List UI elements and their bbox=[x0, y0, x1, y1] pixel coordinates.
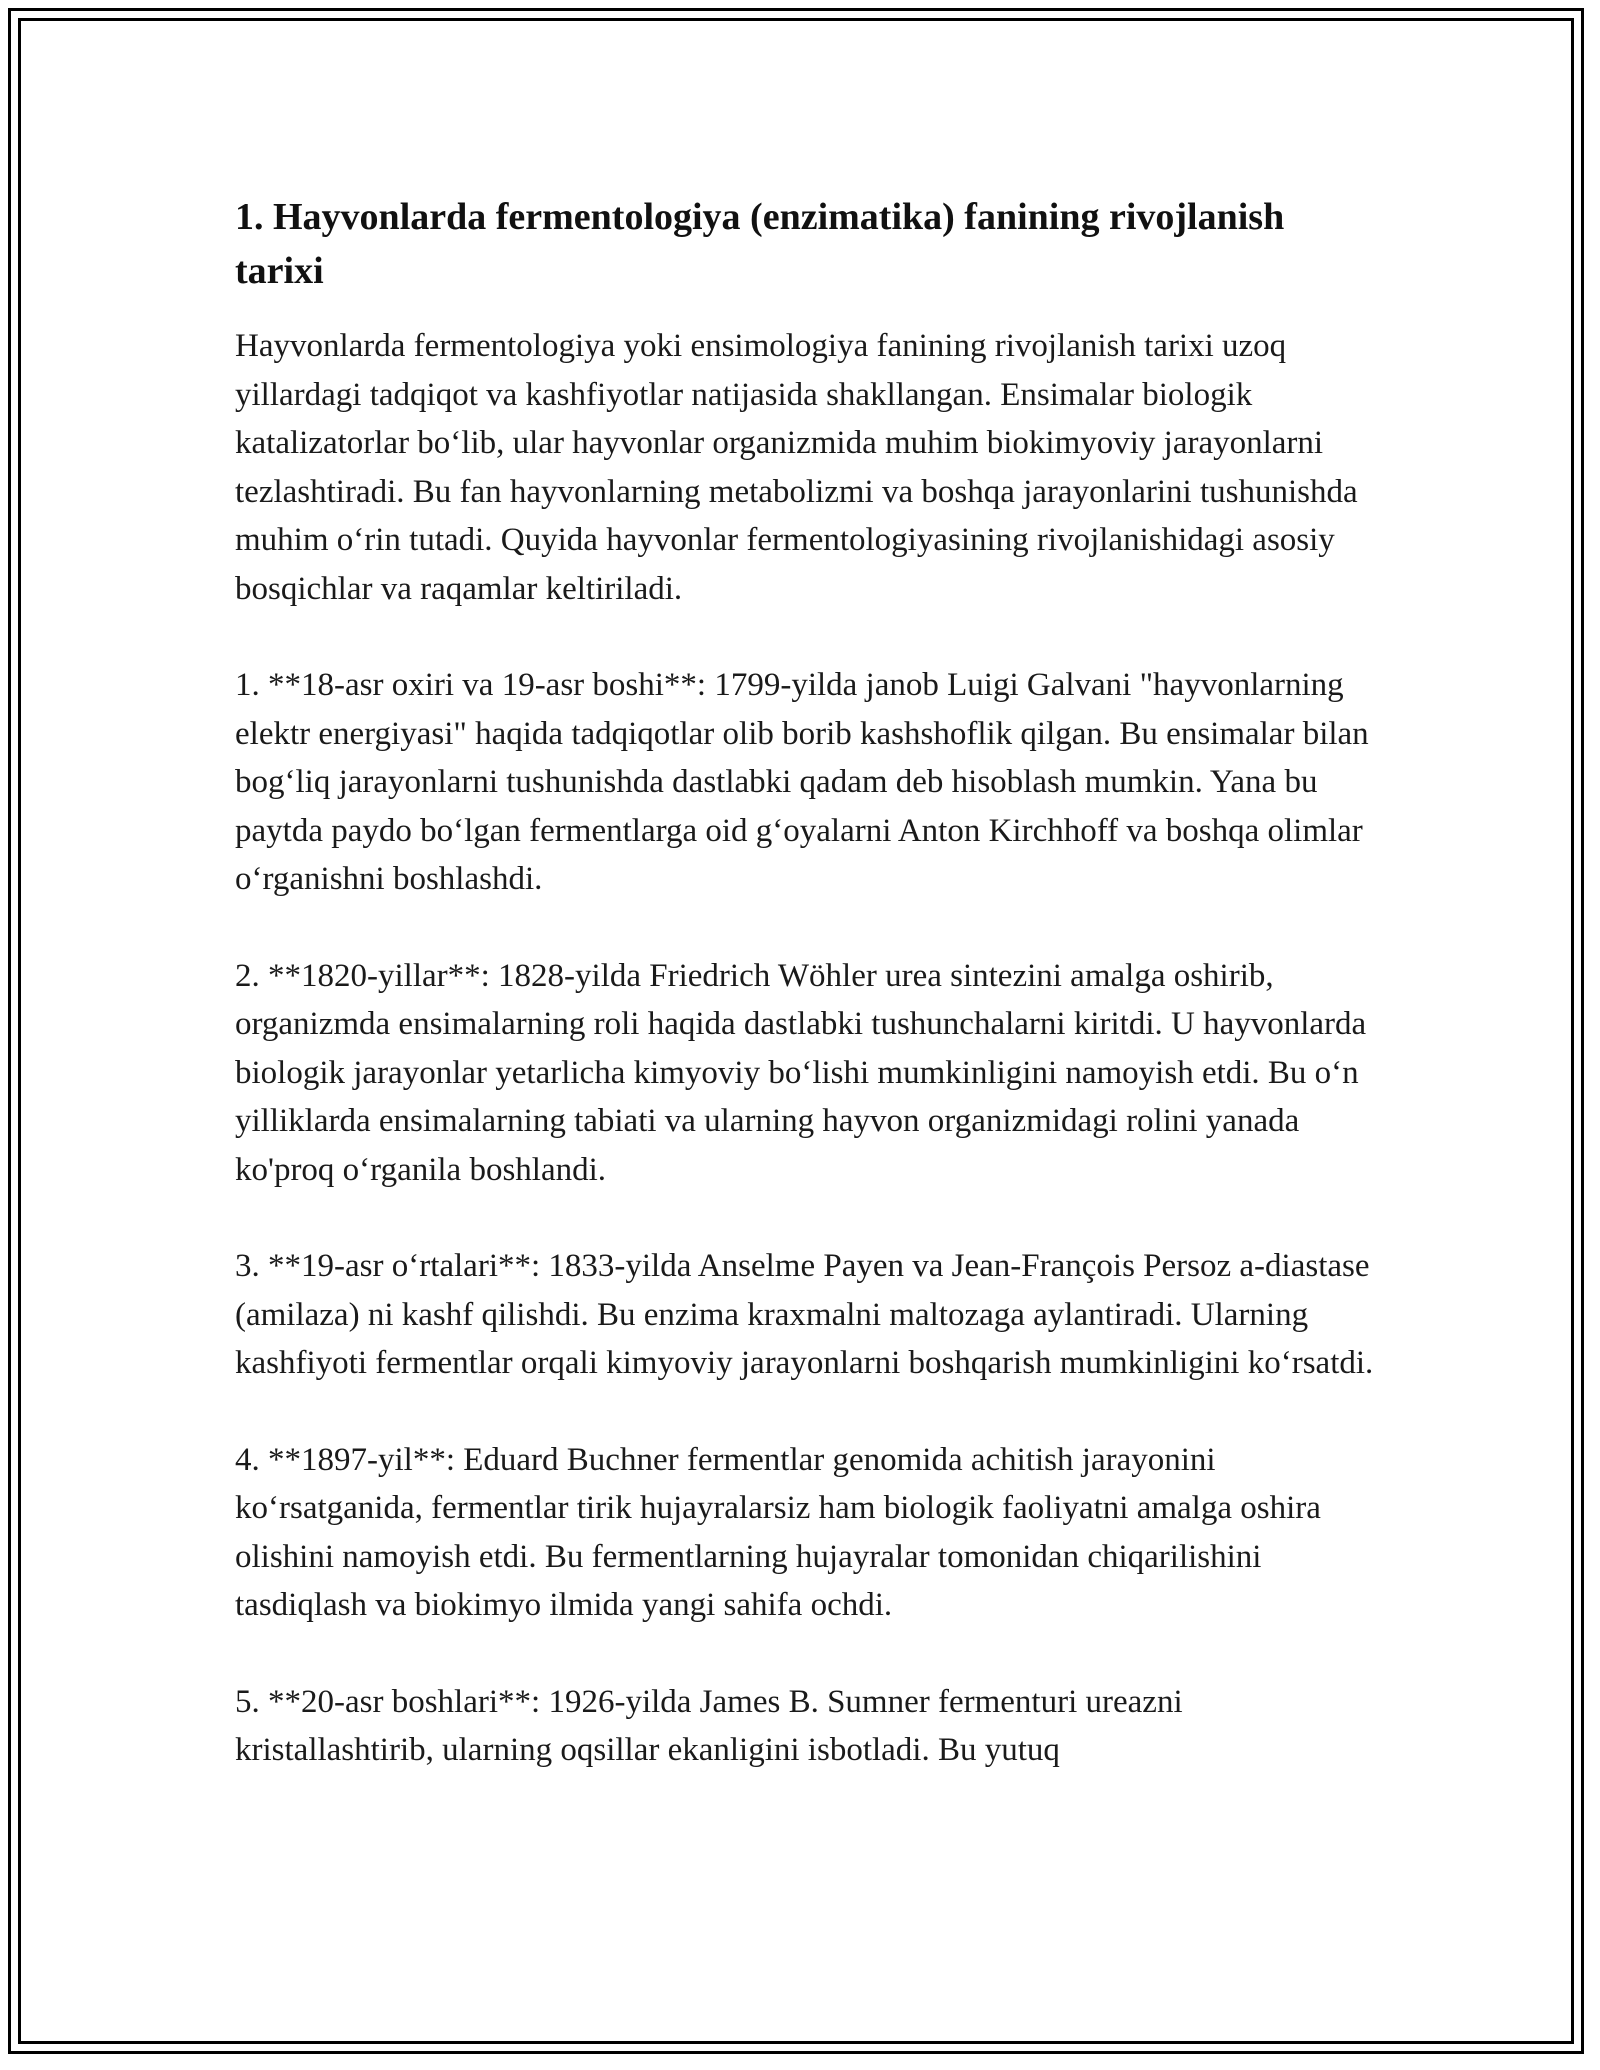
document-body bbox=[235, 190, 1375, 1823]
list-item-5: 5. **20-asr boshlari**: 1926-yilda James B. Sumner fermenturi ureazni kristallashtirib, ularning oqsillar ekanligini isbotladi. Bu yutuq bbox=[235, 1683, 1183, 1768]
section-title: 1. Hayvonlarda fermentologiya (enzimatika) fanining rivojlanish tarixi bbox=[235, 196, 1285, 292]
list-item-3: 3. **19-asr o‘rtalari**: 1833-yilda Anselme Payen va Jean-François Persoz a-diastase (amilaza) ni kashf qilishdi. Bu enzima kraxmalni maltozaga aylantiradi. Ularning kashfiyoti fermentlar orqali kimyoviy jarayonlarni boshqarish mumkinligini ko‘rsatdi. bbox=[235, 1248, 1374, 1381]
list-item-1: 1. **18-asr oxiri va 19-asr boshi**: 1799-yilda janob Luigi Galvani "hayvonlarning elektr energiyasi" haqida tadqiqotlar olib borib kashshoflik qilgan. Bu ensimalar bilan bog‘liq jarayonlarni tushunishda dastlabki qadam deb hisoblash mumkin. Yana bu paytda paydo bo‘lgan fermentlarga oid g‘oyalarni Anton Kirchhoff va boshqa olimlar o‘rganishni boshlashdi. bbox=[235, 667, 1369, 897]
intro-paragraph: Hayvonlarda fermentologiya yoki ensimologiya fanining rivojlanish tarixi uzoq yillardagi tadqiqot va kashfiyotlar natijasida shakllangan. Ensimalar biologik katalizatorlar bo‘lib, ular hayvonlar organizmida muhim biokimyoviy jarayonlarni tezlashtiradi. Bu fan hayvonlarning metabolizmi va boshqa jarayonlarini tushunishda muhim o‘rin tutadi. Quyida hayvonlar fermentologiyasining rivojlanishidagi asosiy bosqichlar va raqamlar keltiriladi. bbox=[235, 328, 1358, 607]
list-item-4: 4. **1897-yil**: Eduard Buchner fermentlar genomida achitish jarayonini ko‘rsatganida, fermentlar tirik hujayralarsiz ham biologik faoliyatni amalga oshira olishini namoyish etdi. Bu fermentlarning hujayralar tomonidan chiqarilishini tasdiqlash va biokimyo ilmida yangi sahifa ochdi. bbox=[235, 1441, 1321, 1623]
list-item-2: 2. **1820-yillar**: 1828-yilda Friedrich Wöhler urea sintezini amalga oshirib, organizmda ensimalarning roli haqida dastlabki tushunchalarni kiritdi. U hayvonlarda biologik jarayonlar yetarlicha kimyoviy bo‘lishi mumkinligini namoyish etdi. Bu o‘n yilliklarda ensimalarning tabiati va ularning hayvon organizmidagi rolini yanada ko'proq o‘rganila boshlandi. bbox=[235, 957, 1367, 1188]
